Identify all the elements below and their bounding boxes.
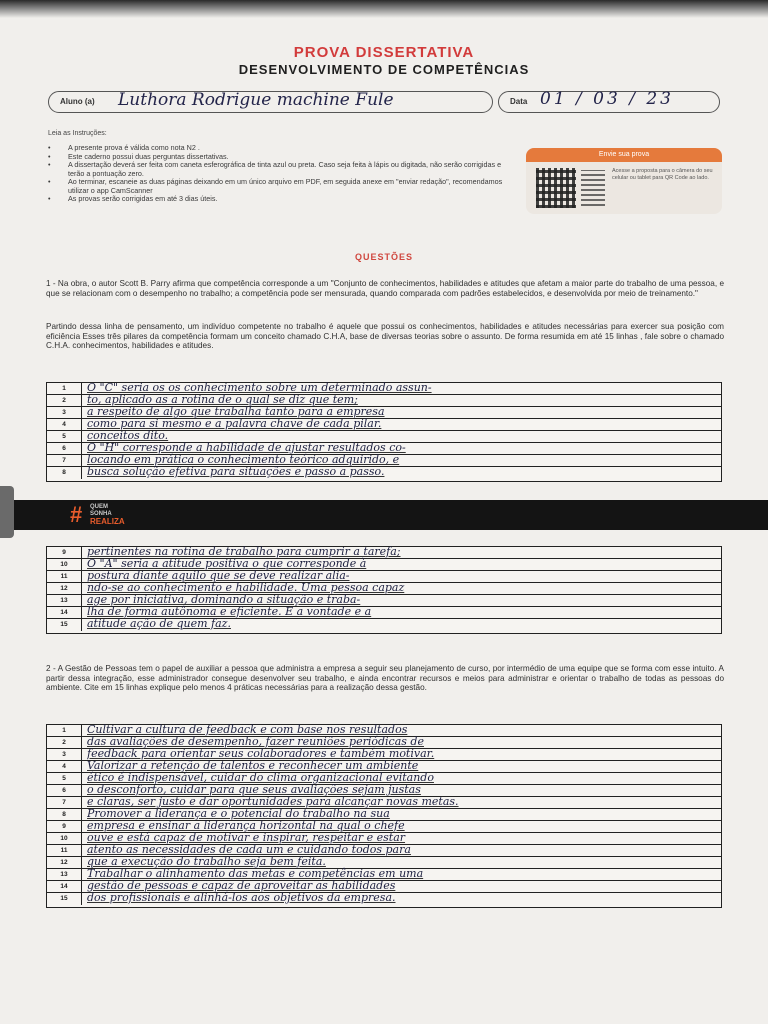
line-number: 15: [47, 619, 82, 631]
answer-text: o desconforto, cuidar para que seus avaliações sejam justas: [87, 783, 421, 796]
line-number: 13: [47, 869, 82, 880]
line-number: 9: [47, 821, 82, 832]
answer-text: postura diante aquilo que se deve realizar alia-: [87, 569, 350, 582]
line-number: 6: [47, 785, 82, 796]
answer-text: a respeito de algo que trabalha tanto para a empresa: [87, 405, 385, 418]
answer-text: empresa e ensinar a liderança horizontal na qual o chefe: [87, 819, 405, 832]
student-name-value: Luthora Rodrigue machine Fule: [118, 90, 394, 110]
question2-prompt: 2 - A Gestão de Pessoas tem o papel de auxiliar a pessoa que administra a empresa a seguir seu planejamento de curso, por intermédio de uma equipe que se forma com esse intuito. A partir dessa integração, esse administrador consegue desenvolver seu trabalho, e ainda encontrar recursos e meios para administrar e orientar o trabalho de todas as pessoas do ambiente. Cite em 15 linhas explique pelo menos 4 práticas necessárias para a realização dessa gestão.: [46, 664, 724, 693]
answer-text: age por iniciativa, dominando a situação e traba-: [87, 593, 361, 606]
answer-text: ético é indispensável, cuidar do clima organizacional evitando: [87, 771, 434, 784]
answer-text: O "H" corresponde a habilidade de ajustar resultados co-: [87, 441, 406, 454]
line-number: 1: [47, 725, 82, 736]
question1-prompt: Partindo dessa linha de pensamento, um indivíduo competente no trabalho é aquele que possui os conhecimentos, habilidades e atitudes necessárias para exercer sua posição com eficiência Esses três pilares da competência formam um conceito chamado C.H.A, base de diversas teorias sobre o assunto. De forma resumida em até 15 linhas , fale sobre o chamado C.H.A. conhecimentos, habilidades e atitudes.: [46, 322, 724, 351]
question2-answer-sheet: [46, 724, 722, 908]
answer-line: [47, 619, 721, 631]
line-number: 15: [47, 893, 82, 905]
page-top-shadow: [0, 0, 768, 18]
answer-text: to, aplicado as a rotina de o qual se diz que tem;: [87, 393, 358, 406]
qr-code-icon: [536, 168, 576, 208]
instruction-item: • Este caderno possui duas perguntas dissertativas.: [46, 153, 506, 162]
student-name-label: Aluno (a): [60, 97, 95, 106]
line-number: 2: [47, 395, 82, 406]
question1-intro: 1 - Na obra, o autor Scott B. Parry afirma que competência corresponde a um "Conjunto de conhecimentos, habilidades e atitudes que afetam a maior parte do trabalho de uma pessoa, e que se relacionam com o desempenho no trabalho; a competência pode ser mensurada, quando comparada com padrões estabelecidos, e desenvolvida por meio de treinamento.": [46, 279, 724, 298]
answer-text: dos profissionais e alinhá-los aos objetivos da empresa.: [87, 891, 396, 904]
answer-text: busca solução efetiva para situações e passo a passo.: [87, 465, 385, 478]
qr-card-header: Envie sua prova: [526, 148, 722, 162]
instructions-title: Leia as Instruções:: [48, 130, 107, 137]
answer-text: gestão de pessoas e capaz de aproveitar as habilidades: [87, 879, 396, 892]
answer-text: como para si mesmo e a palavra chave de cada pilar.: [87, 417, 382, 430]
question1-answer-sheet-part1: [46, 382, 722, 482]
instruction-item: • As provas serão corrigidas em até 3 dias úteis.: [46, 195, 506, 204]
line-number: 1: [47, 383, 82, 394]
exam-title: PROVA DISSERTATIVA: [293, 44, 475, 61]
qr-card-text: Acesse a proposta para o câmera do seu celular ou tablet para QR Code ao lado.: [612, 168, 713, 181]
date-label: Data: [510, 97, 528, 106]
line-number: 5: [47, 431, 82, 442]
line-number: 4: [47, 761, 82, 772]
line-number: 7: [47, 797, 82, 808]
brand-text-line1: QUEM: [90, 504, 108, 510]
answer-text: Promover a liderança e o potencial do trabalho na sua: [87, 807, 390, 820]
answer-text: feedback para orientar seus colaboradores e também motivar.: [87, 747, 435, 760]
answer-text: atento as necessidades de cada um e cuidando todos para: [87, 843, 411, 856]
answer-text: locando em prática o conhecimento teórico adquirido, e: [87, 453, 400, 466]
brand-text-line2: SONHA: [90, 511, 112, 517]
answer-text: que a execução do trabalho seja bem feita.: [87, 855, 326, 868]
instructions-list: [46, 144, 506, 204]
answer-text: das avaliações de desempenho, fazer reuniões periódicas de: [87, 735, 424, 748]
instruction-item: • A dissertação deverá ser feita com caneta esferográfica de tinta azul ou preta. Caso seja feita à lápis ou digitada, não serão corrigidas e terão a pontuação zero.: [46, 161, 506, 178]
instruction-item: • Ao terminar, escaneie as duas páginas deixando em um único arquivo em PDF, em seguida anexe em "enviar redação", recomendamos utilizar o app CamScanner: [46, 178, 506, 195]
exam-subtitle: DESENVOLVIMENTO DE COMPETÊNCIAS: [238, 62, 530, 77]
answer-text: Trabalhar o alinhamento das metas e competências em uma: [87, 867, 424, 880]
answer-text: O "A" seria a atitude positiva o que corresponde à: [87, 557, 367, 570]
answer-text: Valorizar a retenção de talentos e reconhecer um ambiente: [87, 759, 419, 772]
line-number: 3: [47, 407, 82, 418]
instruction-item: • A presente prova é válida como nota N2 .: [46, 144, 506, 153]
line-number: 10: [47, 833, 82, 844]
line-number: 7: [47, 455, 82, 466]
line-number: 8: [47, 809, 82, 820]
answer-text: ndo-se ao conhecimento e habilidade. Uma pessoa capaz: [87, 581, 405, 594]
line-number: 11: [47, 571, 82, 582]
answer-text: Cultivar a cultura de feedback e com base nos resultados: [87, 723, 408, 736]
line-number: 8: [47, 467, 82, 479]
line-number: 11: [47, 845, 82, 856]
line-number: 3: [47, 749, 82, 760]
line-number: 4: [47, 419, 82, 430]
line-number: 6: [47, 443, 82, 454]
line-number: 13: [47, 595, 82, 606]
hashtag-icon: #: [70, 502, 83, 527]
date-value: 01 / 03 / 23: [540, 89, 674, 109]
answer-text: e claras, ser justo e dar oportunidades para alcançar novas metas.: [87, 795, 459, 808]
qr-submit-card: [526, 148, 722, 214]
answer-line: [47, 467, 721, 479]
answer-text: atitude ação de quem faz.: [87, 617, 231, 630]
questions-title: QUESTÕES: [354, 252, 413, 262]
line-number: 12: [47, 857, 82, 868]
line-number: 12: [47, 583, 82, 594]
answer-text: lha de forma autônoma e eficiente. E a vontade e a: [87, 605, 372, 618]
brand-text-line3: REALIZA: [90, 517, 125, 526]
line-number: 14: [47, 881, 82, 892]
qr-code-icon-secondary: [581, 170, 605, 206]
line-number: 10: [47, 559, 82, 570]
answer-text: conceitos dito.: [87, 429, 169, 442]
answer-line: [47, 893, 721, 905]
line-number: 14: [47, 607, 82, 618]
line-number: 5: [47, 773, 82, 784]
answer-text: ouve e está capaz de motivar e inspirar, respeitar e estar: [87, 831, 406, 844]
question1-answer-sheet-part2: [46, 546, 722, 634]
line-number: 2: [47, 737, 82, 748]
answer-text: O "C" seria os os conhecimento sobre um determinado assun-: [87, 381, 432, 394]
answer-text: pertinentes na rotina de trabalho para cumprir a tarefa;: [87, 545, 401, 558]
scanner-edge: [0, 486, 14, 538]
line-number: 9: [47, 547, 82, 558]
